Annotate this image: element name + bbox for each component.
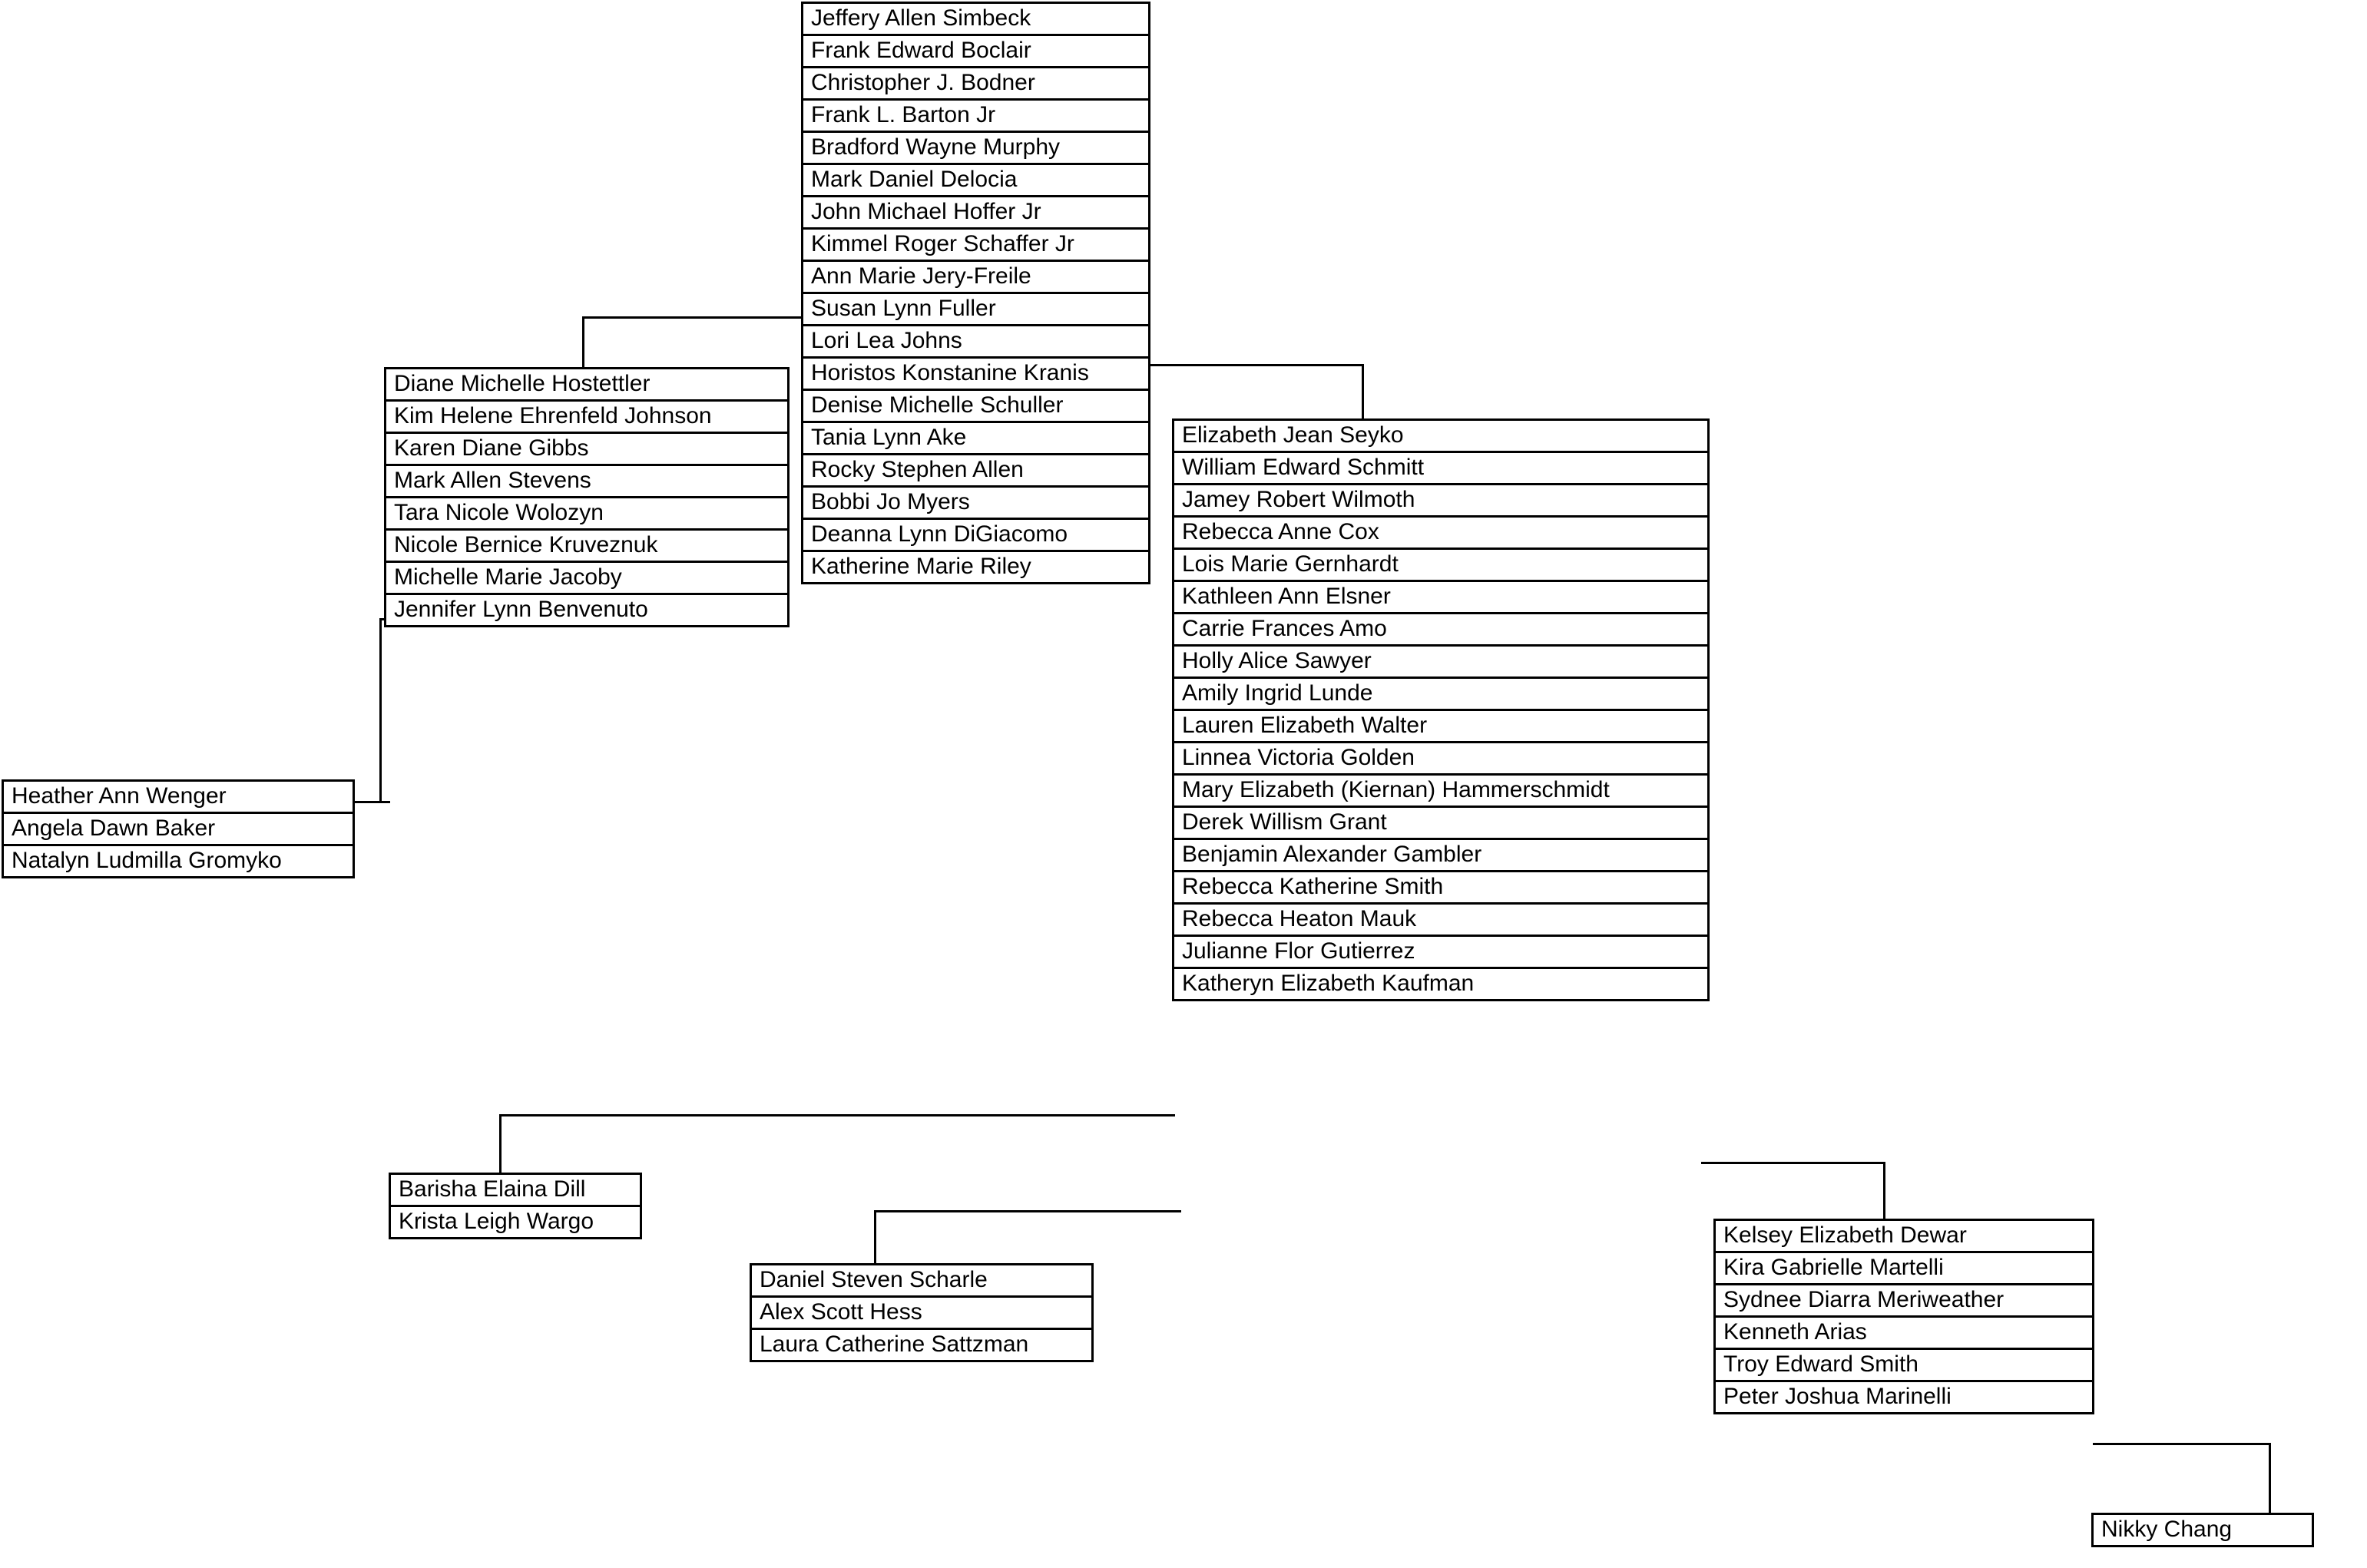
list-item[interactable]: Daniel Steven Scharle <box>752 1265 1091 1298</box>
list-item[interactable]: Denise Michelle Schuller <box>803 391 1148 423</box>
list-item[interactable]: Karen Diane Gibbs <box>386 434 787 466</box>
list-item[interactable]: Diane Michelle Hostettler <box>386 369 787 402</box>
list-item[interactable]: Frank Edward Boclair <box>803 36 1148 68</box>
list-item[interactable]: Jeffery Allen Simbeck <box>803 4 1148 36</box>
list-item[interactable]: Elizabeth Jean Seyko <box>1174 421 1707 453</box>
list-item[interactable]: Rebecca Anne Cox <box>1174 518 1707 550</box>
connector-schaffer-to-right <box>1143 364 1364 366</box>
group-chang <box>2091 1513 2314 1547</box>
list-item[interactable]: John Michael Hoffer Jr <box>803 197 1148 230</box>
connector-smith-to-dill <box>499 1114 1175 1116</box>
group-scharle <box>750 1263 1094 1362</box>
list-item[interactable]: Angela Dawn Baker <box>4 814 353 846</box>
list-item[interactable]: Horistos Konstanine Kranis <box>803 359 1148 391</box>
list-item[interactable]: Kim Helene Ehrenfeld Johnson <box>386 402 787 434</box>
list-item[interactable]: Susan Lynn Fuller <box>803 294 1148 326</box>
group-center-top <box>801 2 1150 584</box>
list-item[interactable]: Jamey Robert Wilmoth <box>1174 485 1707 518</box>
connector-hoffer-to-left <box>582 316 805 319</box>
list-item[interactable]: Natalyn Ludmilla Gromyko <box>4 846 353 876</box>
group-far-left <box>2 779 355 878</box>
list-item[interactable]: Amily Ingrid Lunde <box>1174 679 1707 711</box>
group-dill-wargo <box>389 1173 642 1239</box>
connector-gutierrez-to-scharle <box>874 1210 1181 1212</box>
list-item[interactable]: Christopher J. Bodner <box>803 68 1148 101</box>
list-item[interactable]: Nikky Chang <box>2094 1515 2312 1545</box>
list-item[interactable]: Kimmel Roger Schaffer Jr <box>803 230 1148 262</box>
list-item[interactable]: Bobbi Jo Myers <box>803 488 1148 520</box>
list-item[interactable]: Barisha Elaina Dill <box>391 1175 640 1207</box>
list-item[interactable]: Lauren Elizabeth Walter <box>1174 711 1707 743</box>
list-item[interactable]: Julianne Flor Gutierrez <box>1174 937 1707 969</box>
list-item[interactable]: Lois Marie Gernhardt <box>1174 550 1707 582</box>
list-item[interactable]: Derek Willism Grant <box>1174 808 1707 840</box>
list-item[interactable]: Rebecca Heaton Mauk <box>1174 905 1707 937</box>
list-item[interactable]: Katheryn Elizabeth Kaufman <box>1174 969 1707 999</box>
list-item[interactable]: Carrie Frances Amo <box>1174 614 1707 647</box>
group-dewar <box>1713 1219 2094 1414</box>
list-item[interactable]: Tania Lynn Ake <box>803 423 1148 455</box>
list-item[interactable]: Benjamin Alexander Gambler <box>1174 840 1707 872</box>
list-item[interactable]: Frank L. Barton Jr <box>803 101 1148 133</box>
list-item[interactable]: Heather Ann Wenger <box>4 782 353 814</box>
connector-left-to-farleft-vertical <box>379 618 382 802</box>
list-item[interactable]: Jennifer Lynn Benvenuto <box>386 595 787 625</box>
list-item[interactable]: Nicole Bernice Kruveznuk <box>386 531 787 563</box>
group-left-upper <box>384 367 790 627</box>
list-item[interactable]: Kelsey Elizabeth Dewar <box>1716 1221 2092 1253</box>
list-item[interactable]: William Edward Schmitt <box>1174 453 1707 485</box>
connector-smith-to-chang <box>2093 1443 2271 1445</box>
list-item[interactable]: Krista Leigh Wargo <box>391 1207 640 1237</box>
group-right-main <box>1172 418 1710 1001</box>
list-item[interactable]: Kenneth Arias <box>1716 1318 2092 1350</box>
list-item[interactable]: Troy Edward Smith <box>1716 1350 2092 1382</box>
list-item[interactable]: Peter Joshua Marinelli <box>1716 1382 2092 1412</box>
list-item[interactable]: Rebecca Katherine Smith <box>1174 872 1707 905</box>
list-item[interactable]: Michelle Marie Jacoby <box>386 563 787 595</box>
list-item[interactable]: Ann Marie Jery-Freile <box>803 262 1148 294</box>
list-item[interactable]: Tara Nicole Wolozyn <box>386 498 787 531</box>
list-item[interactable]: Rocky Stephen Allen <box>803 455 1148 488</box>
list-item[interactable]: Kira Gabrielle Martelli <box>1716 1253 2092 1285</box>
list-item[interactable]: Bradford Wayne Murphy <box>803 133 1148 165</box>
list-item[interactable]: Sydnee Diarra Meriweather <box>1716 1285 2092 1318</box>
list-item[interactable]: Alex Scott Hess <box>752 1298 1091 1330</box>
list-item[interactable]: Linnea Victoria Golden <box>1174 743 1707 776</box>
list-item[interactable]: Deanna Lynn DiGiacomo <box>803 520 1148 552</box>
list-item[interactable]: Mary Elizabeth (Kiernan) Hammerschmidt <box>1174 776 1707 808</box>
list-item[interactable]: Katherine Marie Riley <box>803 552 1148 582</box>
connector-mauk-to-dewar <box>1701 1162 1885 1164</box>
list-item[interactable]: Holly Alice Sawyer <box>1174 647 1707 679</box>
list-item[interactable]: Kathleen Ann Elsner <box>1174 582 1707 614</box>
list-item[interactable]: Mark Daniel Delocia <box>803 165 1148 197</box>
list-item[interactable]: Lori Lea Johns <box>803 326 1148 359</box>
list-item[interactable]: Laura Catherine Sattzman <box>752 1330 1091 1360</box>
list-item[interactable]: Mark Allen Stevens <box>386 466 787 498</box>
connector-left-to-farleft-bottom <box>349 801 390 803</box>
